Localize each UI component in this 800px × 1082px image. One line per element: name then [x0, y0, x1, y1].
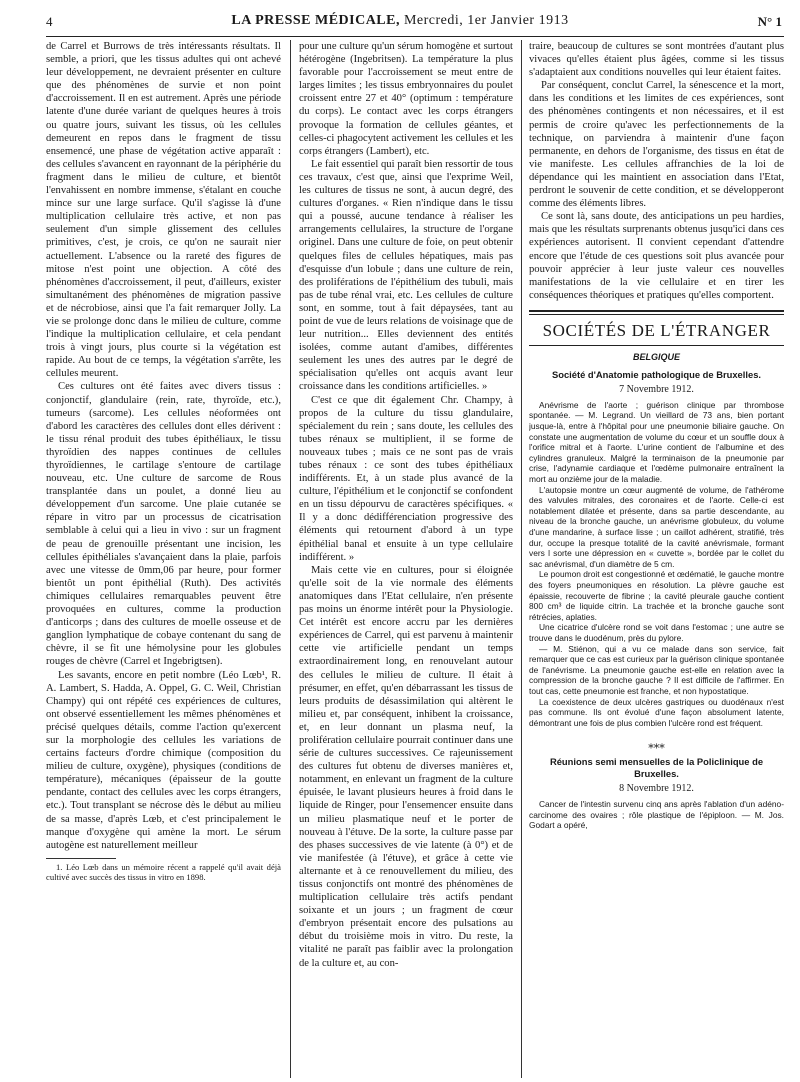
paragraph: traire, beaucoup de cultures se sont montrées d'autant plus vivaces qu'elles étaient plus âgées, comme si les tissus s'adaptaient aux conditions nouvelles qui leur étaient faites.: [529, 41, 784, 79]
asterism: ⁎⁎⁎: [648, 739, 665, 752]
issue-date: Mercredi, 1er Janvier 1913: [403, 13, 569, 28]
report-paragraph: Anévrisme de l'aorte ; guérison clinique par thrombose spontanée. — M. Legrand. Un vieillard de 73 ans, bien portant jusque-là, entre à l'hôpital pour une pneumonie biliaire gauche. On constate une augmentation de volume du cœur et un souffle doux à l'orifice mitral et à l'aorte. L'urine contient de l'albumine et des cylindres granuleux. Malgré la terminaison de la pneumonie par crise, l'adynamie cardiaque et l'œdème pulmonaire entraînent la mort au onzième jour de la maladie.: [529, 399, 784, 485]
section-rule: [529, 310, 784, 312]
paragraph: C'est ce que dit également Chr. Champy, à propos de la culture du tissu glandulaire, spécialement du rein ; sans doute, les cellules des tubes rénaux se multiplient, il se forme de nouveaux tubes ; mais ce ne sont pas de vrais tubes rénaux : ce sont des tubes épithéliaux indifférents. Et, à un stade plus avancé de la culture, l'épithélium et le conjonctif se confondent en un tissu dépourvu de caractères spécifiques. « Il y a donc dédifférenciation progressive des éléments qui retournent d'abord à un type épithélial banal et ensuite à un type cellulaire indifférent. »: [299, 394, 513, 563]
column-2: [299, 40, 513, 1078]
section-rule: [529, 314, 784, 315]
journal-title: LA PRESSE MÉDICALE,: [231, 13, 400, 28]
page-number: 4: [46, 14, 53, 29]
footnote: 1. Léo Lœb dans un mémoire récent a rappelé qu'il avait déjà cultivé avec succès des tissus in vitro en 1898.: [46, 861, 281, 883]
paragraph: Par conséquent, conclut Carrel, la sénescence et la mort, dans les conditions et les limites de ces expériences, sont des phénomènes contingents et non nécessaires, et il est permis de croire qu'avec les perfectionnements de la technique, on parviendra à maintenir d'une façon permanente, en dehors de l'organisme, des tissus en état de vie manifeste. Les cellules affranchies de la loi de dépendance qui les maintient en association dans l'Etat, perdront le souvenir de cette condition, et se développeront comme des éléments libres.: [529, 80, 784, 210]
paragraph: Le fait essentiel qui paraît bien ressortir de tous ces travaux, c'est que, ainsi que l'exprime Weil, les cultures de tissus ne sont, à aucun degré, des cultures d'organes. « Rien n'indique dans le tissu qui a poussé, aucune tendance à réaliser les arrangements cellulaires, la structure de l'organe originel. Dans une culture de foie, on peut obtenir quelques files de cellules hépatiques, mais pas d'esquisse d'un lobule ; dans une culture de rein, des proliférations de l'épithélium des tubuli, mais pas de tube rénal vrai, etc. Les cellules de culture sont, en somme, tout à fait dépaysées, tant au point de vue de leurs relations de voisinage que de leur nutrition... Elles deviennent des entités isolées, comme autant d'amibes, différentes seulement les unes des autres par le degré de spécialisation qu'elles ont acquis avant leur croissance dans les conditions artificielles. »: [299, 158, 513, 393]
paragraph: Les savants, encore en petit nombre (Léo Lœb¹, R. A. Lambert, S. Hadda, A. Oppel, G. C. Weil, Christian Champy) qui ont répété ces expériences de cultures, ont observé essentiellement les mêmes phénomènes et précisé quelques détails, comme l'action qu'exercent sur la morphologie des cellules les variations de certains facteurs d'ordre chimique (composition du milieu de culture, oxygène), physiques (conditions de température), mécaniques (épaisseur de la goutte pendante, contact des cellules avec les corps étrangers, etc.). Tout transplant se nécrose dès le début au milieu de sa masse, d'après Lœb, et c'est principalement le manque d'oxygène qui amène la mort. Le sérum autogène est naturellement meilleur: [46, 669, 281, 851]
report-paragraph: La coexistence de deux ulcères gastriques ou duodénaux n'est pas commune. Ils ont évolué d'une façon absolument latente, démontrant une fois de plus combien l'ulcère rond est fréquent.: [529, 696, 784, 728]
running-title: [0, 13, 800, 29]
report-paragraph: Cancer de l'intestin survenu cinq ans après l'ablation d'un adéno-carcinome des ovaires ; rôle plastique de l'épiploon. — M. Jos. Godart a opéré,: [529, 799, 784, 831]
society-heading: Réunions semi mensuelles de la Policlinique de Bruxelles.: [549, 756, 764, 780]
meeting-date: 7 Novembre 1912.: [619, 383, 694, 395]
society-heading: Société d'Anatomie pathologique de Bruxelles.: [551, 368, 762, 380]
issue-number: N° 1: [757, 14, 782, 29]
column-1: [46, 40, 281, 1078]
meeting-date: 8 Novembre 1912.: [619, 783, 694, 795]
report-paragraph: Le poumon droit est congestionné et œdématié, le gauche montre des foyers pneumoniques en résolution. La plèvre gauche est épaissie, recouverte de fibrine ; la cavité pleurale gauche contient 800 cm³ de liquide citrin. La trachée et la bronche gauche sont rétrécies, aplaties.: [529, 569, 784, 622]
column-divider: [521, 40, 522, 1078]
report-paragraph: L'autopsie montre un cœur augmenté de volume, de l'athérome des valvules mitrales, des coronaires et de l'aorte. Celle-ci est notablement dilatée et présente, dans sa partie descendante, au niveau de la bronche gauche, un anévrisme globuleux, du volume d'une mandarine, à surface lisse ; un caillot adhérent, stratifié, très dur, occupe la presque totalité de la cavité anévrismale, formant vers l sorte une dépression en « cuvette », bordée par le collet du sac anévrismal, d'un diamètre de 5 cm.: [529, 484, 784, 569]
header-rule: [46, 36, 784, 37]
paragraph: de Carrel et Burrows de très intéressants résultats. Il semble, a priori, que les tissus adultes qui ont achevé leur développement, ne devraient présenter en culture que des phénomènes de survie et non point d'accroissement. Il en est autrement. Après une période latente d'une durée variant de quelques heures à trois ou quatre jours, suivant les tissus, où les cellules demeurent en repos dans le fragment de tissu ensemencé, une phase de végétation active apparaît : des cellules s'avancent en rayonnant de la périphérie du fragment dans le milieu de culture, et bientôt l'envahissent en nombre immense, s'étalant en couche mince sur une large surface. Qu'il s'agisse là d'une multiplication cellulaire très active, et non pas seulement d'un simple glissement des cellules primitives, c'est, je crois, ce qu'on ne saurait nier actuellement. L'absence ou la rareté des figures de mitose n'est point une objection. A côté des phénomènes d'accroissement, il peut, d'ailleurs, exister simultanément des phénomènes de migration passive et de nécrobiose, ainsi que l'a fait remarquer Jolly. La vie se prolonge donc dans le milieu de culture, comme l'indique la multiplication cellulaire, et cela pendant trois à vingt jours, plus courte si la végétation est rapide. Au bout de ce temps, la végétation s'arrête, les cellules meurent.: [46, 41, 281, 380]
footnote-rule: [46, 858, 116, 859]
section-rule: [529, 345, 784, 346]
country-heading: BELGIQUE: [632, 351, 680, 362]
page-header: [0, 0, 800, 40]
column-3: [529, 40, 784, 1078]
section-title: SOCIÉTÉS DE L'ÉTRANGER: [542, 320, 771, 340]
paragraph: Ce sont là, sans doute, des anticipations un peu hardies, mais que les résultats surprenants obtenus jusqu'ici dans ces expériences autorisent. Il convient cependant d'attendre encore que l'étude de ces questions soit plus avancée pour pouvoir apprécier à leur juste valeur ces nouvelles manifestations de la vie cellulaire et en tirer les conséquences théoriques et pratiques qu'elles comportent.: [529, 211, 784, 301]
report-paragraph: — M. Stiénon, qui a vu ce malade dans son service, fait remarquer que ce cas est curieux par la guérison clinique spontanée de l'anévrisme. La pneumonie gauche est-elle en relation avec la compression de la bronche gauche ? Il est difficile de l'affirmer. En tout cas, cette pneumonie est franche, et non hypostatique.: [529, 643, 784, 696]
paragraph: Ces cultures ont été faites avec divers tissus : conjonctif, glandulaire (rein, rate, thyroïde, etc.), tumeurs (sarcome). Les cellules néoformées ont d'abord les caractères des cellules dont elles dérivent : le tissu rénal produit des tubes épithéliaux, le tissu thyroïdien des nappes continues de cellules thyroïdiennes, le cartilage s'entoure de cartilage nouveau, etc. Une culture de sarcome de Rous transplantée dans un poulet, a donné lieu au développement d'un sarcome. Une plaie cutanée se répare in vitro par un processus de cicatrisation semblable à celui qui a lieu in vivo : sur un fragment de peau de grenouille présentant une incision, les cellules épithéliales s'avançaient dans la plaie, parfois avec une vitesse de 0mm,06 par heure, pour former bientôt un pont épithélial (Ruth). Des activités chimiques cellulaires remarquables peuvent être provoquées en cultures, comme la production d'anticorps ; dans des cultures de moelle osseuse et de ganglion lymphatique de cobaye contenant du sang de chèvre, il se fit une hémolysine pour les globules rouges de chèvre (Carrel et Ingebrigtsen).: [46, 381, 281, 668]
column-divider: [290, 40, 291, 1078]
report-paragraph: Une cicatrice d'ulcère rond se voit dans l'estomac ; une autre se trouve dans le duodénum, près du pylore.: [529, 622, 784, 643]
paragraph: pour une culture qu'un sérum homogène et surtout hétérogène (Ingebritsen). La température la plus favorable pour l'accroissement se meut entre de larges limites ; les tissus embryonnaires du poulet croissent entre 27 et 40° (optimum : température du corps). Le contact avec les corps étrangers provoque la formation de cellules géantes, et celles-ci phagocytent activement les cellules et les corps étrangers (Lambert), etc.: [299, 41, 513, 157]
paragraph: Mais cette vie en cultures, pour si éloignée qu'elle soit de la vie normale des éléments anatomiques dans l'Etat cellulaire, n'en présente pas moins un énorme intérêt pour la Physiologie. Cet intérêt est encore accru par les dernières expériences de Carrel, qui est parvenu à maintenir cette vie artificielle pendant un temps extraordinairement long, en renouvelant autour des cellules le milieu de culture. Il était à présumer, en effet, qu'en débarrassant les tissus de leurs produits de désassimilation qui altèrent le milieu et, par conséquent, inhibent la croissance, et, en leur donnant un plasma neuf, la prolifération cellulaire pourrait continuer dans une série de cultures successives. Ce rajeunissement des cultures fut obtenu de diverses manières et, notamment, en enlevant un fragment de la culture épuisée, le lavant plusieurs heures à froid dans le liquide de Ringer, pour l'ensemencer ensuite dans un milieu plasmatique neuf et le porter de nouveau à l'étuve. De la sorte, la culture passe par des phases successives de vie latente (à 0°) et de vie manifestée (à l'étuve), et grâce à cette vie alternante et à ce renouvellement du milieu, des tissus conjonctifs ont montré des phénomènes de multiplication cellulaire très actifs pendant soixante et un jours ; un fragment de cœur d'embryon présentait encore des pulsations au début du troisième mois in vitro. Du reste, la vitalité ne paraît pas faiblir avec la prolongation de la culture et, au con-: [299, 564, 513, 969]
